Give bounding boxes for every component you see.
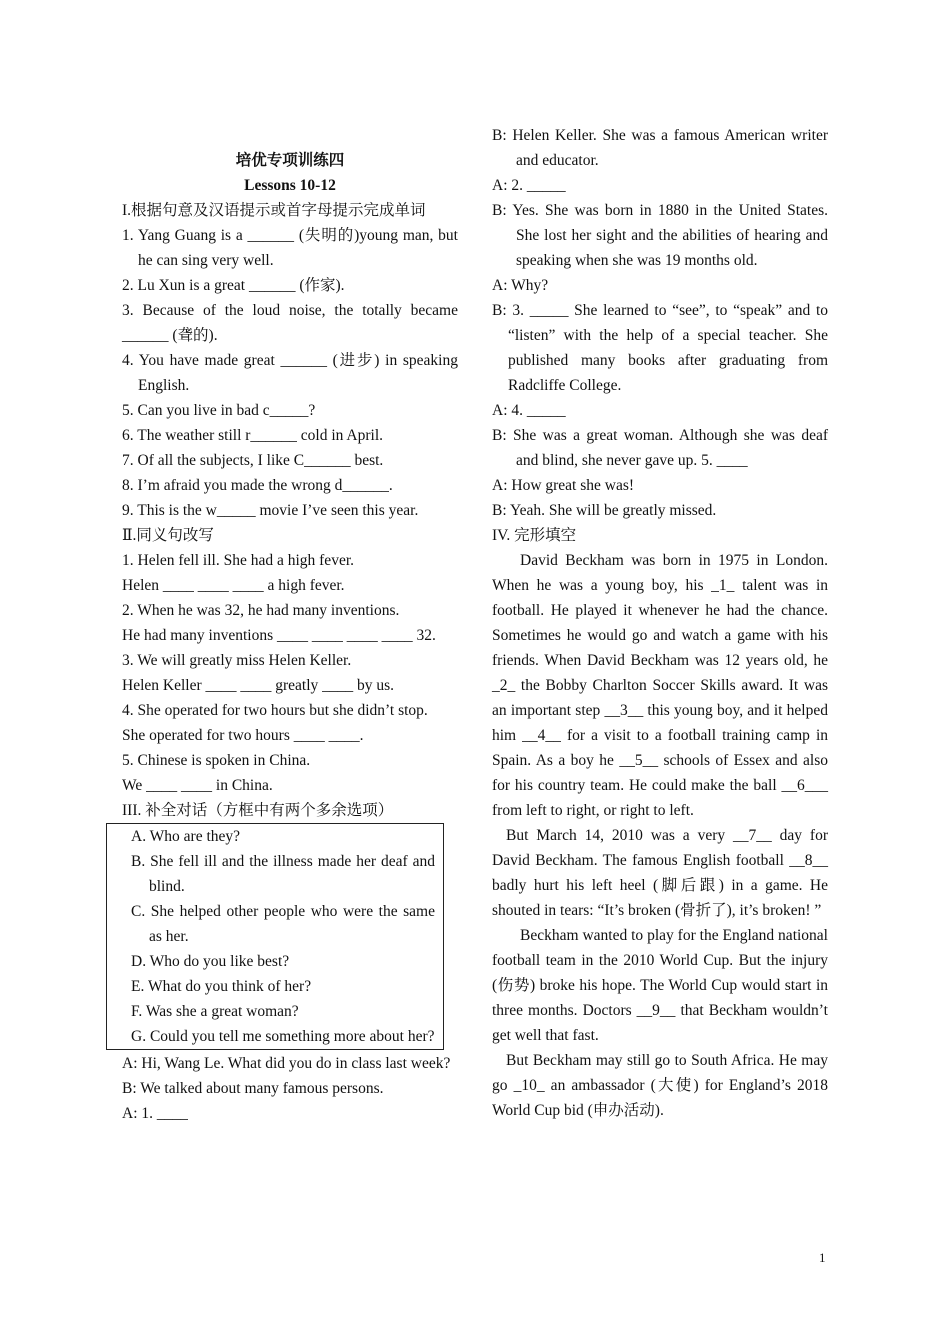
s2-item-1-rewrite: Helen ____ ____ ____ a high fever. xyxy=(122,577,345,594)
dialogue-line-9: A: 4. _____ xyxy=(492,402,566,419)
section-3-heading: III. 补全对话（方框中有两个多余选项） xyxy=(122,802,394,819)
option-d: D. Who do you like best? xyxy=(131,953,290,970)
options-box xyxy=(106,823,444,1050)
dialogue-line-4: B: Helen Keller. She was a famous American writer and educator. xyxy=(492,127,828,169)
dialogue-line-1: A: Hi, Wang Le. What did you do in class last week? xyxy=(122,1055,451,1072)
section-2-heading: Ⅱ.同义句改写 xyxy=(122,527,214,544)
cloze-paragraph-4: But Beckham may still go to South Africa. He may go _10_ an ambassador (大使) for England’s 2018 World Cup bid (申办活动). xyxy=(492,1052,828,1119)
s2-item-2-original: 2. When he was 32, he had many inventions. xyxy=(122,602,400,619)
s2-item-3-original: 3. We will greatly miss Helen Keller. xyxy=(122,652,352,669)
dialogue-line-7: A: Why? xyxy=(492,277,549,294)
dialogue-line-8: B: 3. _____ She learned to “see”, to “speak” and to “listen” with the help of a special teacher. She published many books after graduating from Radcliffe College. xyxy=(492,302,828,394)
section-4-heading: IV. 完形填空 xyxy=(492,527,577,544)
s1-item-8: 8. I’m afraid you made the wrong d______. xyxy=(122,477,393,494)
worksheet-title: 培优专项训练四 xyxy=(235,152,345,169)
s1-item-6: 6. The weather still r______ cold in April. xyxy=(122,427,384,444)
option-a: A. Who are they? xyxy=(131,828,241,845)
s2-item-3-rewrite: Helen Keller ____ ____ greatly ____ by us. xyxy=(122,677,395,694)
option-f: F. Was she a great woman? xyxy=(131,1003,299,1020)
dialogue-line-3: A: 1. ____ xyxy=(122,1105,188,1122)
section-1-heading: I.根据句意及汉语提示或首字母提示完成单词 xyxy=(122,202,426,219)
dialogue-line-5: A: 2. _____ xyxy=(492,177,566,194)
dialogue-line-10: B: She was a great woman. Although she was deaf and blind, she never gave up. 5. ____ xyxy=(492,427,828,469)
cloze-paragraph-2: But March 14, 2010 was a very __7__ day for David Beckham. The famous English football __8__ badly hurt his left heel (脚后跟) in a game. He shouted in tears: “It’s broken (骨折了), it’s broken! ” xyxy=(492,827,828,919)
option-e: E. What do you think of her? xyxy=(131,978,312,995)
dialogue-line-2: B: We talked about many famous persons. xyxy=(122,1080,384,1097)
dialogue-line-11: A: How great she was! xyxy=(492,477,635,494)
left-column xyxy=(122,123,458,1126)
dialogue-line-6: B: Yes. She was born in 1880 in the United States. She lost her sight and the abilities of hearing and speaking when she was 19 months old. xyxy=(492,202,828,269)
s2-item-5-rewrite: We ____ ____ in China. xyxy=(122,777,273,794)
option-g: G. Could you tell me something more about her? xyxy=(131,1028,435,1045)
option-c: C. She helped other people who were the same as her. xyxy=(131,903,435,945)
s1-item-7: 7. Of all the subjects, I like C______ best. xyxy=(122,452,384,469)
page-number: 1 xyxy=(819,1250,826,1265)
cloze-paragraph-3: Beckham wanted to play for the England national football team in the 2010 World Cup. But the injury (伤势) broke his hope. The World Cup would start in three months. Doctors __9__ that Beckham wouldn’t get well that fast. xyxy=(492,927,828,1044)
s2-item-1-original: 1. Helen fell ill. She had a high fever. xyxy=(122,552,355,569)
lessons-subtitle: Lessons 10-12 xyxy=(244,177,336,194)
s1-item-2: 2. Lu Xun is a great ______ (作家). xyxy=(122,277,345,294)
s2-item-4-original: 4. She operated for two hours but she didn’t stop. xyxy=(122,702,428,719)
s1-item-1: 1. Yang Guang is a ______ (失明的)young man, but he can sing very well. xyxy=(122,227,458,269)
dialogue-line-12: B: Yeah. She will be greatly missed. xyxy=(492,502,717,519)
s1-item-4: 4. You have made great ______ (进步) in speaking English. xyxy=(122,352,458,394)
s1-item-5: 5. Can you live in bad c_____? xyxy=(122,402,316,419)
right-column xyxy=(492,123,828,1123)
cloze-paragraph-1: David Beckham was born in 1975 in London. When he was a young boy, his _1_ talent was in football. He played it whenever he had the chance. Sometimes he would go and watch a game with his friends. When David Beckham was 12 years old, he _2_ the Bobby Charlton Soccer Skills award. It was an important step __3__ this young boy, and it helped him __4__ for a visit to a football training camp in Spain. As a boy he __5__ schools of Essex and also for his country team. He could make the ball __6___ from left to right, or right to left. xyxy=(492,552,828,819)
s2-item-4-rewrite: She operated for two hours ____ ____. xyxy=(122,727,364,744)
option-b: B. She fell ill and the illness made her deaf and blind. xyxy=(131,853,435,895)
s1-item-3: 3. Because of the loud noise, the totally became ______ (聋的). xyxy=(122,302,458,344)
s1-item-9: 9. This is the w_____ movie I’ve seen this year. xyxy=(122,502,419,519)
s2-item-5-original: 5. Chinese is spoken in China. xyxy=(122,752,311,769)
s2-item-2-rewrite: He had many inventions ____ ____ ____ ____ 32. xyxy=(122,627,436,644)
